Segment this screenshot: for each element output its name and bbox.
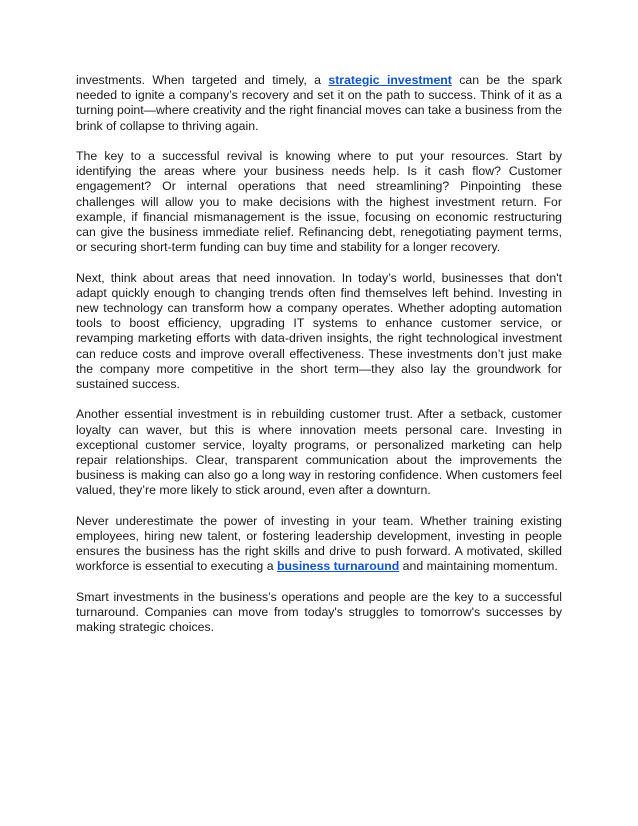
paragraph-5-text-start: Never underestimate the power of investing in your team. Whether training existing employees, hiring new talent, or fostering leadership development, investing in people ensures the business has the right skills and drive to push forward. A motivated, skilled workforce is essential to executing a — [76, 513, 562, 574]
document-body — [76, 73, 562, 651]
paragraph-4: Another essential investment is in rebuilding customer trust. After a setback, customer loyalty can waver, but this is where innovation meets personal care. Investing in exceptional customer service, loyalty programs, or personalized marketing can help repair relationships. Clear, transparent communication about the improvements the business is making can also go a long way in restoring confidence. When customers feel valued, they’re more likely to stick around, even after a downturn. — [76, 407, 562, 498]
paragraph-5 — [76, 514, 562, 575]
paragraph-3: Next, think about areas that need innovation. In today’s world, businesses that don't adapt quickly enough to changing trends often find themselves left behind. Investing in new technology can transform how a company operates. Whether adopting automation tools to boost efficiency, upgrading IT systems to enhance customer service, or revamping marketing efforts with data-driven insights, the right technological investment can reduce costs and improve overall effectiveness. These investments don’t just make the company more competitive in the short term—they also lay the groundwork for sustained success. — [76, 270, 562, 392]
paragraph-2: The key to a successful revival is knowing where to put your resources. Start by identifying the areas where your business needs help. Is it cash flow? Customer engagement? Or internal operations that need streamlining? Pinpointing these challenges will allow you to make decisions with the highest investment return. For example, if financial mismanagement is the issue, focusing on economic restructuring can give the business immediate relief. Refinancing debt, renegotiating payment terms, or securing short-term funding can buy time and stability for a longer recovery. — [76, 149, 562, 255]
paragraph-1-text-end: can be the spark needed to ignite a company’s recovery and set it on the path to success. Think of it as a turning point—where creativity and the right financial moves can take a business from the brink of collapse to thriving again. — [76, 73, 562, 133]
business-turnaround-link[interactable]: business turnaround — [276, 559, 400, 574]
paragraph-1 — [76, 73, 562, 134]
paragraph-1-text-start: investments. When targeted and timely, a — [76, 73, 329, 87]
strategic-investment-link[interactable]: strategic investment — [328, 73, 452, 87]
paragraph-6: Smart investments in the business’s operations and people are the key to a successful turnaround. Companies can move from today's struggles to tomorrow's successes by making strategic choices. — [76, 589, 562, 635]
paragraph-5-text-end: and maintaining momentum. — [399, 559, 558, 574]
